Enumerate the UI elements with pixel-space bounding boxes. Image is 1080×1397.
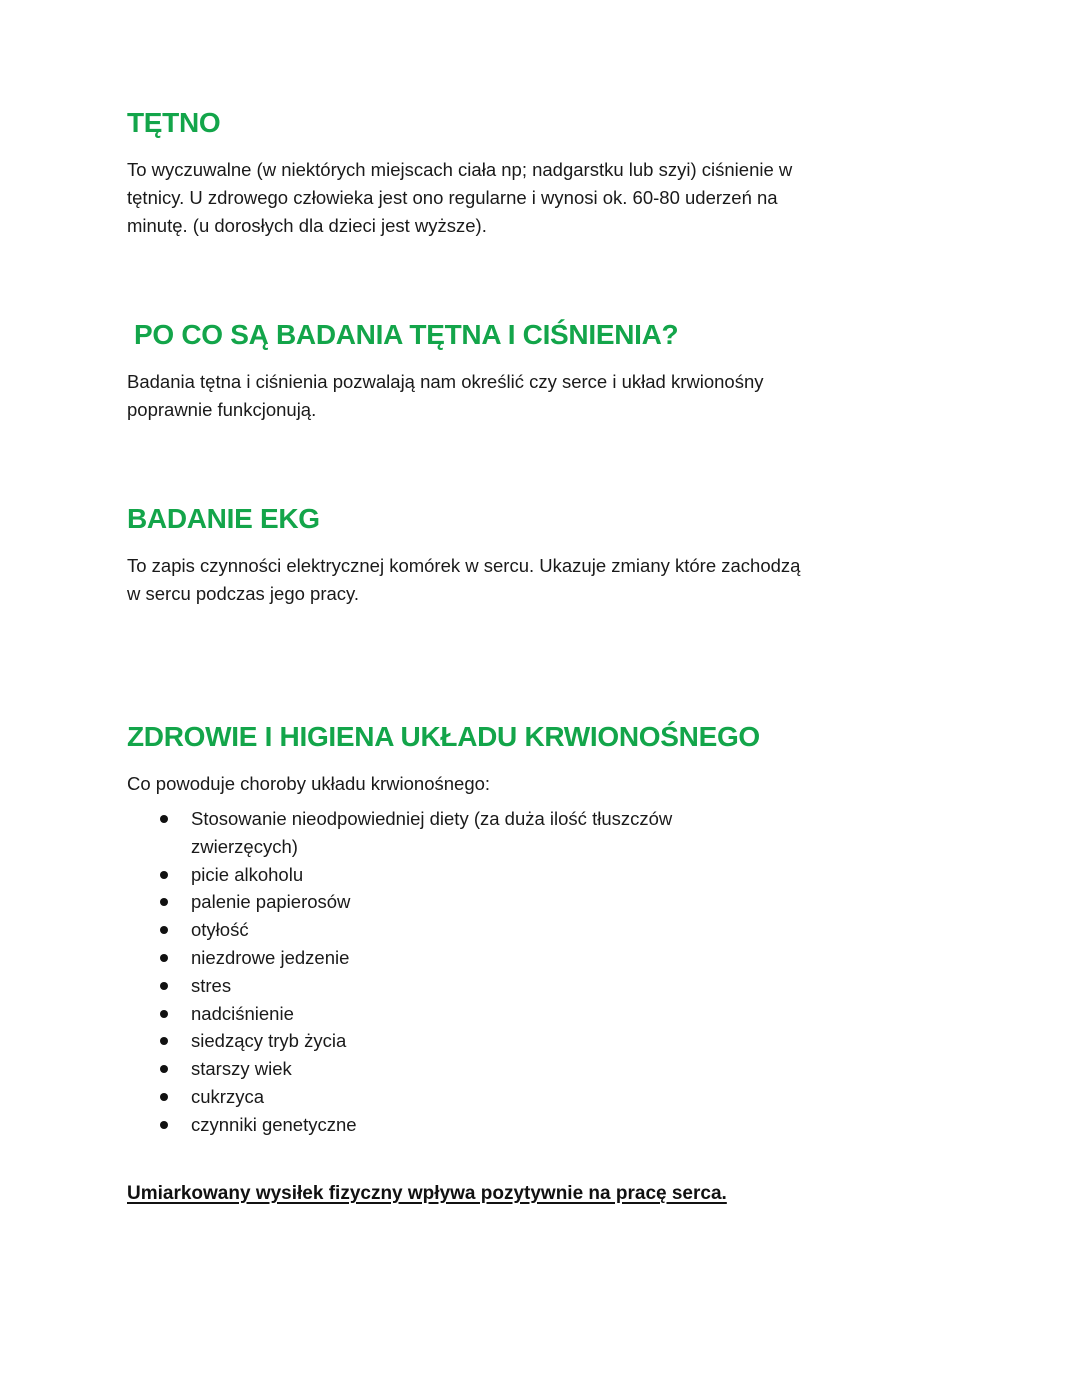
list-item: picie alkoholu — [127, 861, 807, 889]
bullet-icon — [160, 954, 168, 962]
list-item: siedzący tryb życia — [127, 1027, 807, 1055]
list-item: otyłość — [127, 916, 807, 944]
bullet-icon — [160, 1065, 168, 1073]
list-item: nadciśnienie — [127, 1000, 807, 1028]
bullet-icon — [160, 926, 168, 934]
list-item: starszy wiek — [127, 1055, 807, 1083]
heading-po-co-badania: PO CO SĄ BADANIA TĘTNA I CIŚNIENIA? — [134, 319, 679, 350]
list-item: niezdrowe jedzenie — [127, 944, 807, 972]
heading-tetno: TĘTNO — [127, 107, 221, 138]
list-item: palenie papierosów — [127, 888, 807, 916]
bullet-icon — [160, 1093, 168, 1101]
bullet-icon — [160, 898, 168, 906]
bullet-icon — [160, 815, 168, 823]
paragraph-badanie-ekg: To zapis czynności elektrycznej komórek w sercu. Ukazuje zmiany które zachodzą w sercu podczas jego pracy. — [127, 555, 801, 604]
causes-list — [127, 805, 807, 1139]
bullet-icon — [160, 1010, 168, 1018]
bullet-icon — [160, 1037, 168, 1045]
conclusion-statement: Umiarkowany wysiłek fizyczny wpływa pozytywnie na pracę serca. — [127, 1183, 727, 1204]
paragraph-po-co-badania: Badania tętna i ciśnienia pozwalają nam określić czy serce i układ krwionośny poprawnie funkcjonują. — [127, 371, 764, 420]
list-item: czynniki genetyczne — [127, 1111, 807, 1139]
list-item: Stosowanie nieodpowiedniej diety (za duża ilość tłuszczów zwierzęcych) — [127, 805, 807, 861]
list-item: stres — [127, 972, 807, 1000]
paragraph-causes-intro: Co powoduje choroby układu krwionośnego: — [127, 773, 491, 794]
bullet-icon — [160, 1121, 168, 1129]
heading-zdrowie-higiena: ZDROWIE I HIGIENA UKŁADU KRWIONOŚNEGO — [127, 721, 760, 752]
bullet-icon — [160, 982, 168, 990]
paragraph-tetno: To wyczuwalne (w niektórych miejscach ciała np; nadgarstku lub szyi) ciśnienie w tętnicy. U zdrowego człowieka jest ono regularne i wynosi ok. 60-80 uderzeń na minutę. (u dorosłych dla dzieci jest wyższe). — [127, 159, 793, 236]
bullet-icon — [160, 871, 168, 879]
heading-badanie-ekg: BADANIE EKG — [127, 503, 320, 534]
list-item: cukrzyca — [127, 1083, 807, 1111]
